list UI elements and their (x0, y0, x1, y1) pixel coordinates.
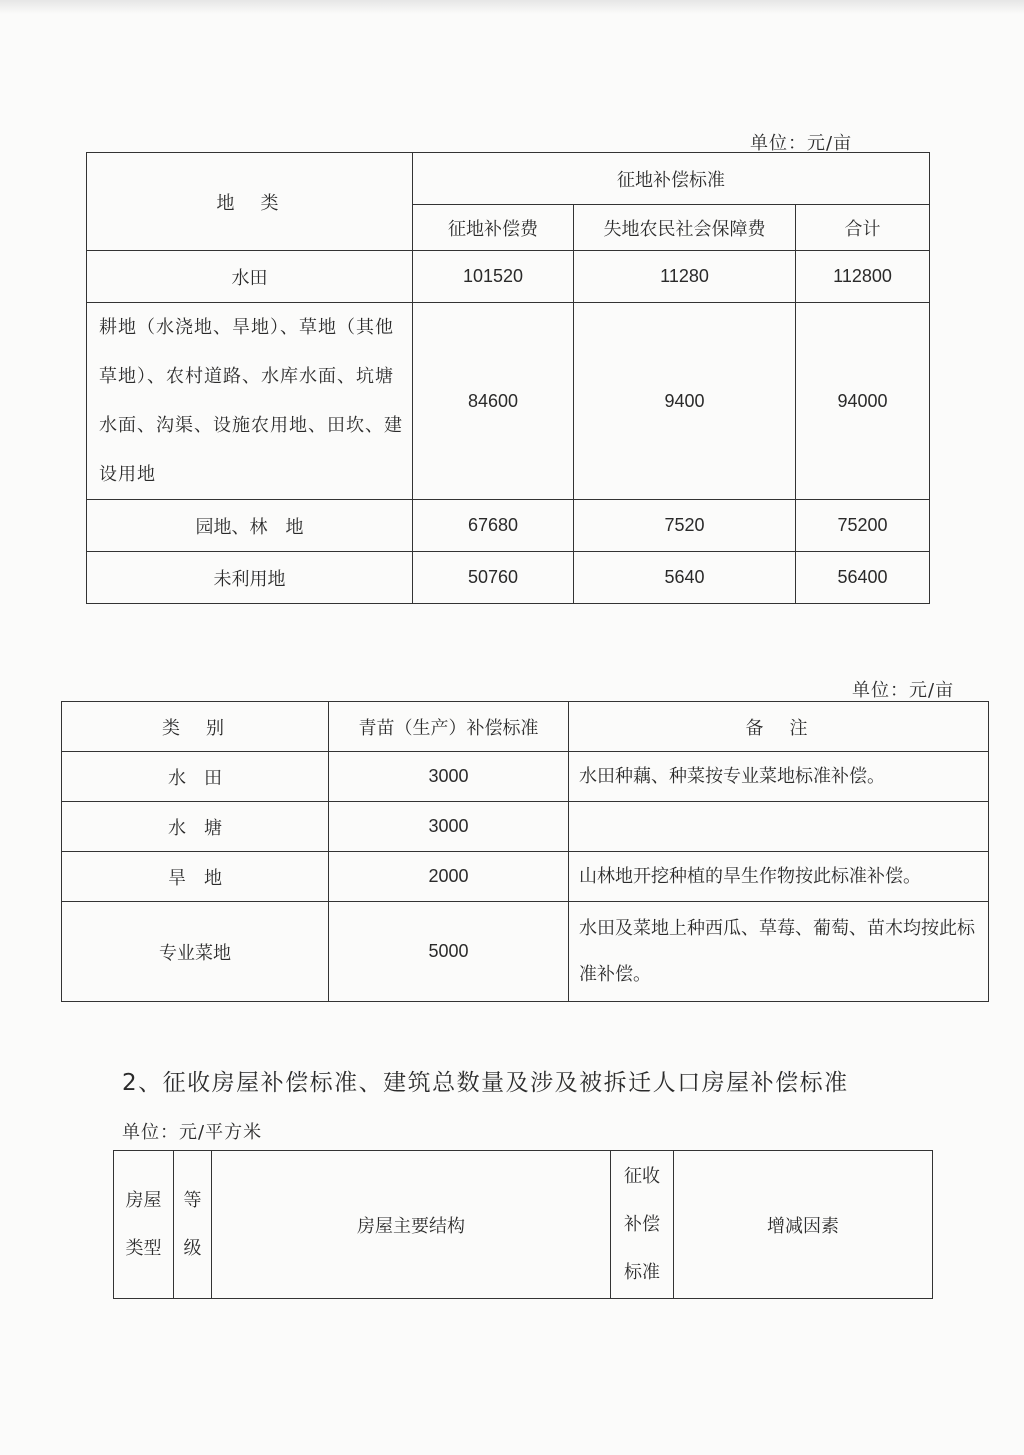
total-cell: 112800 (796, 251, 930, 303)
note-cell (569, 802, 989, 852)
table-row (87, 251, 930, 303)
land-type-cell: 水田 (87, 251, 413, 303)
header-social-security: 失地农民社会保障费 (574, 205, 796, 251)
header-main-structure: 房屋主要结构 (212, 1151, 611, 1299)
header-crop-standard: 青苗（生产）补偿标准 (329, 702, 569, 752)
house-compensation-table (113, 1150, 933, 1299)
header-compensation-group: 征地补偿标准 (413, 153, 930, 205)
social-cell: 9400 (574, 303, 796, 500)
header-grade: 等级 (174, 1151, 212, 1299)
table-row (62, 752, 989, 802)
category-cell: 旱 地 (62, 852, 329, 902)
header-house-type: 房屋类型 (114, 1151, 174, 1299)
total-cell: 94000 (796, 303, 930, 500)
standard-cell: 3000 (329, 752, 569, 802)
category-cell: 专业菜地 (62, 902, 329, 1002)
social-cell: 11280 (574, 251, 796, 303)
table1-unit: 单位：元/亩 (750, 133, 853, 154)
table-row (87, 500, 930, 552)
fee-cell: 50760 (413, 552, 574, 604)
table-row (62, 852, 989, 902)
fee-cell: 67680 (413, 500, 574, 552)
total-cell: 75200 (796, 500, 930, 552)
table-row (87, 303, 930, 500)
table-row (87, 552, 930, 604)
note-cell: 水田种藕、种菜按专业菜地标准补偿。 (569, 752, 989, 802)
section-heading: 2、征收房屋补偿标准、建筑总数量及涉及被拆迁人口房屋补偿标准 (122, 1070, 849, 1096)
category-cell: 水 塘 (62, 802, 329, 852)
header-land-type: 地 类 (87, 153, 413, 251)
category-cell: 水 田 (62, 752, 329, 802)
header-fee: 征地补偿费 (413, 205, 574, 251)
total-cell: 56400 (796, 552, 930, 604)
social-cell: 5640 (574, 552, 796, 604)
table-row (62, 902, 989, 1002)
standard-cell: 2000 (329, 852, 569, 902)
land-type-cell: 耕地（水浇地、旱地）、草地（其他草地）、农村道路、水库水面、坑塘水面、沟渠、设施农用地、田坎、建设用地 (87, 303, 413, 500)
table2-unit: 单位：元/亩 (852, 680, 955, 701)
header-adjust-factors: 增减因素 (674, 1151, 933, 1299)
header-category: 类 别 (62, 702, 329, 752)
note-cell: 水田及菜地上种西瓜、草莓、葡萄、苗木均按此标准补偿。 (569, 902, 989, 1002)
social-cell: 7520 (574, 500, 796, 552)
crop-compensation-table (61, 701, 989, 1002)
header-total: 合计 (796, 205, 930, 251)
note-cell: 山林地开挖种植的旱生作物按此标准补偿。 (569, 852, 989, 902)
header-compensation-standard: 征收补偿标准 (611, 1151, 674, 1299)
land-type-cell: 未利用地 (87, 552, 413, 604)
standard-cell: 3000 (329, 802, 569, 852)
header-note: 备 注 (569, 702, 989, 752)
scan-top-shadow (0, 0, 1024, 14)
table-row (62, 802, 989, 852)
standard-cell: 5000 (329, 902, 569, 1002)
land-type-cell: 园地、林 地 (87, 500, 413, 552)
fee-cell: 101520 (413, 251, 574, 303)
land-compensation-table (86, 152, 930, 604)
section2-unit: 单位：元/平方米 (122, 1122, 263, 1143)
fee-cell: 84600 (413, 303, 574, 500)
